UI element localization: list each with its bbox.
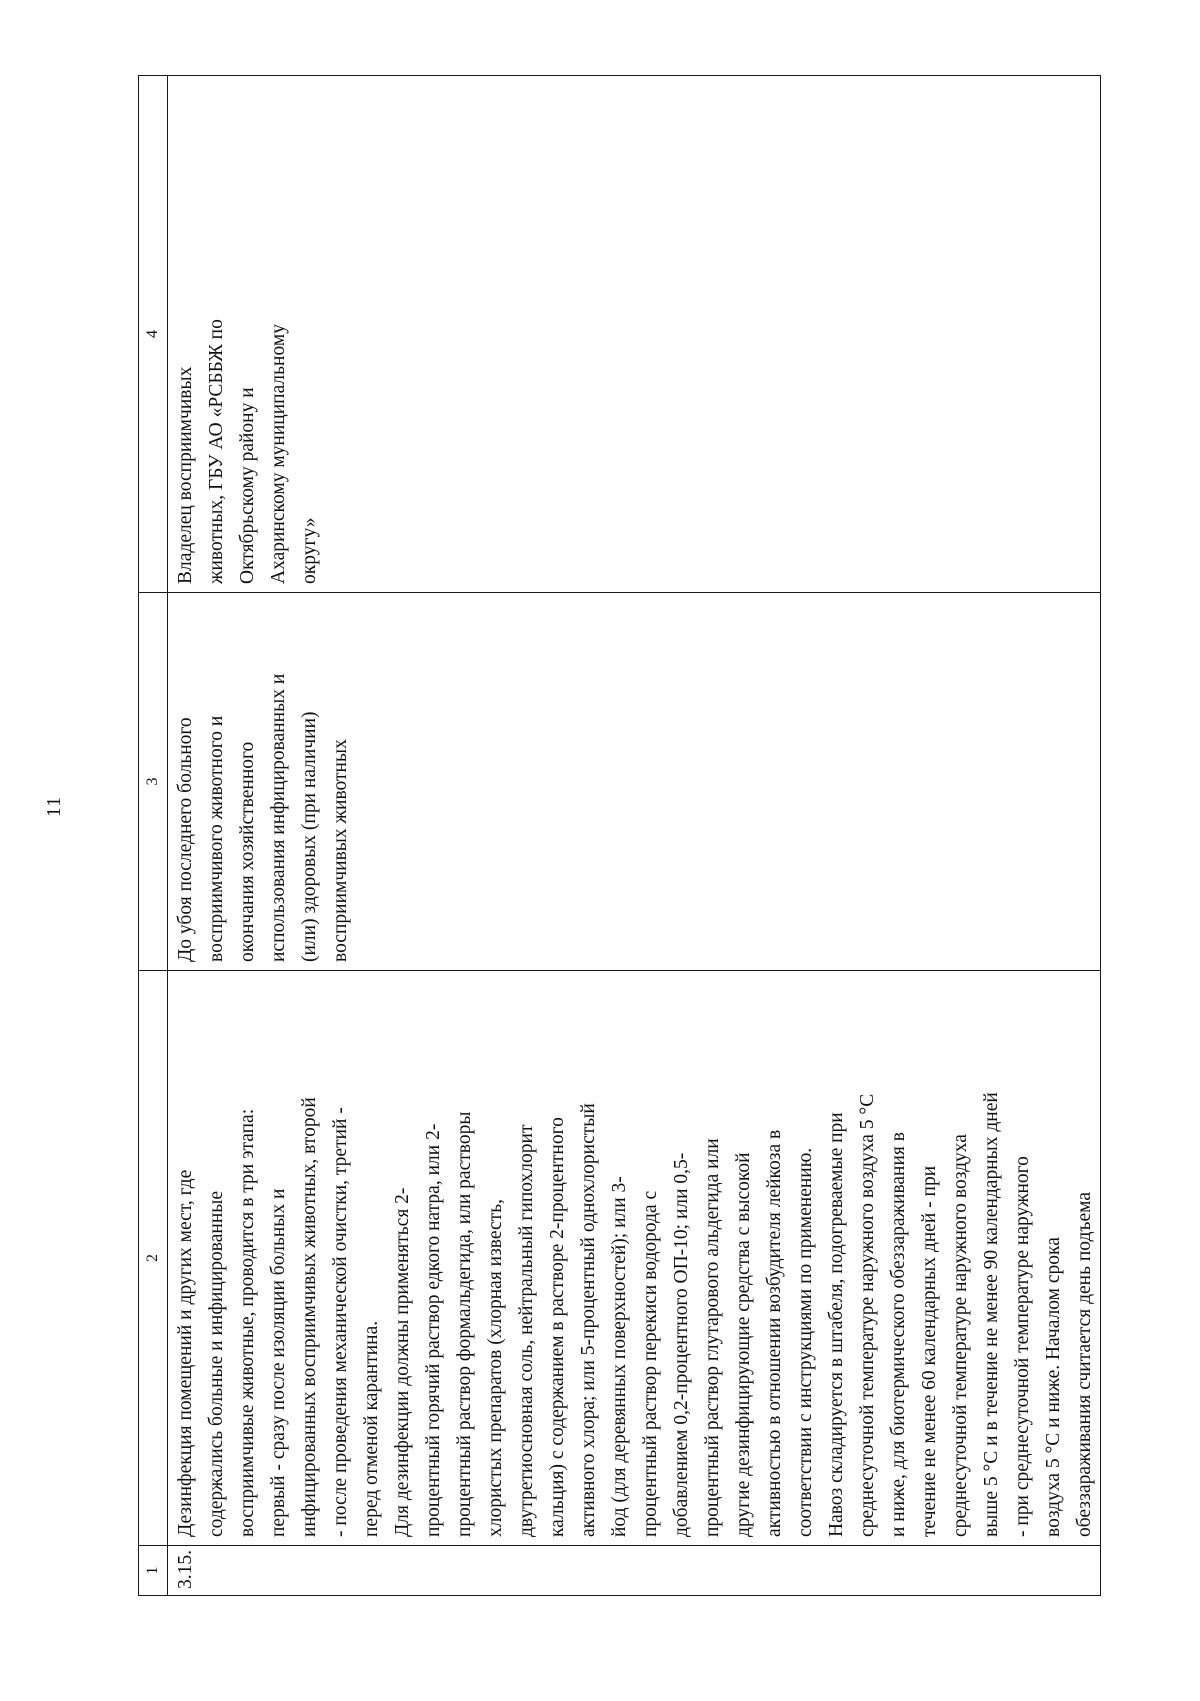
text-line: добавлением 0,2-процентного ОП-10; или 0,5- xyxy=(671,1152,692,1537)
text-line: восприимчивого животного и xyxy=(206,715,227,962)
text-line: активностью в отношении возбудителя лейкоза в xyxy=(764,1129,785,1537)
page-number: 11 xyxy=(43,795,66,818)
text-line: животных, ГБУ АО «РСББЖ по xyxy=(206,319,227,584)
text-line: хлористых препаратов (хлорная известь, xyxy=(485,1199,506,1537)
text-line: Для дезинфекции должны применяться 2- xyxy=(392,1187,413,1537)
text-line: перед отменой карантина. xyxy=(361,1320,382,1537)
header-col-2: 2 xyxy=(139,971,168,1546)
text-line: содержались больные и инфицированные xyxy=(206,1190,227,1537)
text-line: йод (для деревянных поверхностей); или 3- xyxy=(609,1176,630,1537)
text-line: воздуха 5 °С и ниже. Началом срока xyxy=(1043,1237,1064,1537)
text-line: Владелец восприимчивых xyxy=(175,366,196,584)
text-line: инфицированных восприимчивых животных, второй xyxy=(299,1097,320,1537)
row-number: 3.15. xyxy=(175,1550,196,1589)
header-col-4: 4 xyxy=(139,76,168,593)
text-line: процентный раствор глутарового альдегида или xyxy=(702,1138,723,1537)
rotated-table-wrapper xyxy=(138,76,1094,1596)
text-line: Дезинфекция помещений и других мест, где xyxy=(175,1169,196,1537)
measure-description xyxy=(168,971,1100,1545)
text-line: (или) здоровых (при наличии) xyxy=(299,711,320,962)
text-line: соответствии с инструкциями по применению. xyxy=(795,1147,816,1537)
row-number-cell xyxy=(168,1546,1101,1596)
text-line: восприимчивые животные, проводится в три этапа: xyxy=(237,1108,258,1537)
measure-description-cell xyxy=(168,971,1101,1546)
text-line: использования инфицированных и xyxy=(268,673,289,962)
deadline-cell xyxy=(168,593,1101,971)
responsible-cell xyxy=(168,76,1101,593)
text-line: среднесуточной температуре наружного воздуха 5 °С xyxy=(857,1093,878,1537)
text-line: двутретиосновная соль, нейтральный гипохлорит xyxy=(516,1124,537,1537)
text-line: До убоя последнего больного xyxy=(175,717,196,962)
text-line: процентный горячий раствор едкого натра, или 2- xyxy=(423,1123,444,1537)
text-line: процентный раствор формальдегида, или растворы xyxy=(454,1111,475,1537)
header-col-3: 3 xyxy=(139,593,168,971)
text-line: окончания хозяйственного xyxy=(237,741,258,962)
text-line: среднесуточной температуре наружного воздуха xyxy=(950,1134,971,1537)
text-line: Навоз складируется в штабеля, подогреваемые при xyxy=(826,1112,847,1537)
header-col-1: 1 xyxy=(139,1546,168,1596)
text-line: первый - сразу после изоляции больных и xyxy=(268,1188,289,1537)
text-line: обеззараживания считается день подъема xyxy=(1074,1191,1095,1537)
text-line: другие дезинфицирующие средства с высокой xyxy=(733,1152,754,1537)
measures-table xyxy=(138,75,1101,1596)
text-line: кальция) с содержанием в растворе 2-процентного xyxy=(547,1117,568,1537)
text-line: выше 5 °С и в течение не менее 90 календарных дней xyxy=(981,1092,1002,1537)
text-line: процентный раствор перекиси водорода с xyxy=(640,1190,661,1537)
table-row xyxy=(168,76,1101,1596)
text-line: активного хлора; или 5-процентный однохлористый xyxy=(578,1103,599,1537)
deadline-text xyxy=(168,593,356,970)
text-line: - после проведения механической очистки, третий - xyxy=(330,1107,351,1537)
table-header-row xyxy=(139,76,168,1596)
text-line: - при среднесуточной температуре наружного xyxy=(1012,1156,1033,1537)
text-line: восприимчивых животных xyxy=(330,739,351,962)
text-line: округу» xyxy=(299,517,320,584)
text-line: Октябрьскому району и xyxy=(237,387,258,584)
text-line: и ниже, для биотермического обеззараживания в xyxy=(888,1132,909,1537)
text-line: течение не менее 60 календарных дней - при xyxy=(919,1165,940,1537)
text-line: Ахаринскому муниципальному xyxy=(268,324,289,584)
responsible-text xyxy=(168,76,325,592)
